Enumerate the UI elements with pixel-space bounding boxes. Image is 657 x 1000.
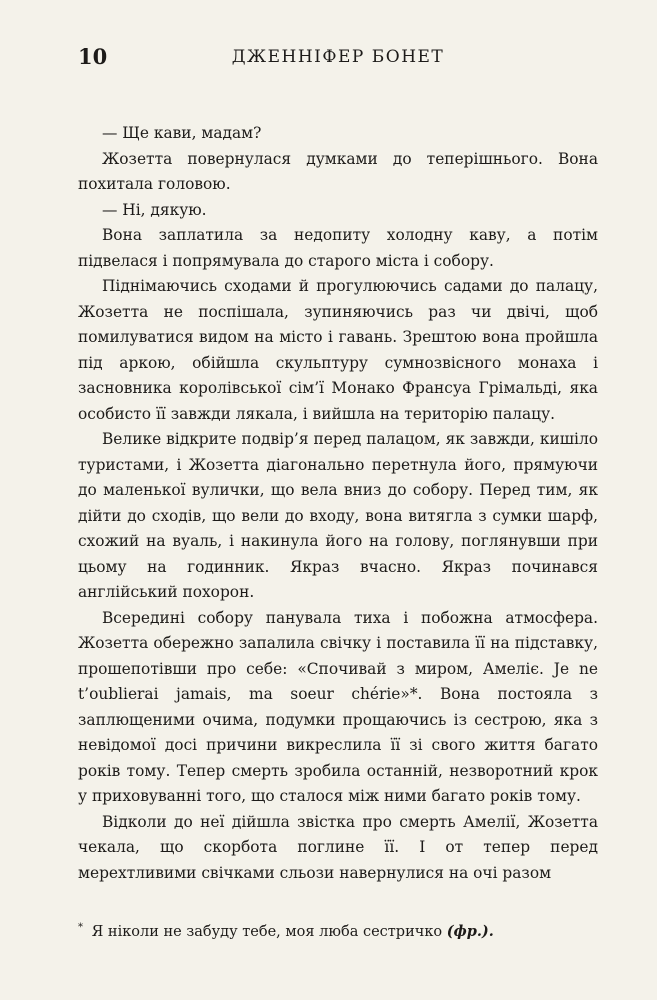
page-header bbox=[78, 44, 598, 74]
paragraph: — Ще кави, мадам? bbox=[102, 124, 262, 142]
body-text bbox=[78, 121, 598, 886]
footnote-line bbox=[78, 918, 598, 942]
paragraph: Велике відкрите подвір’я перед палацом, як завжди, кишіло туристами, і Жозетта діагонально перетнула його, прямуючи до маленької вулички, що вела вниз до собору. Перед тим, як дійти до сходів, що вели до входу, вона витягла з сумки шарф, схожий на вуаль, і накинула його на голову, поглянувши при цьому на годинник. Якраз вчасно. Якраз починався англійський похорон. bbox=[78, 430, 598, 601]
footnote-text: Я ніколи не забуду тебе, моя люба сестричко bbox=[91, 923, 443, 940]
paragraph: Піднімаючись сходами й прогулюючись садами до палацу, Жозетта не поспішала, зупиняючись раз чи двічі, щоб помилуватися видом на місто і гавань. Зрештою вона пройшла під аркою, обійшла скульптуру сумнозвісного монаха і засновника королівської сім’ї Монако Франсуа Грімальді, яка особисто її завжди лякала, і вийшла на територію палацу. bbox=[78, 277, 598, 423]
footnote bbox=[78, 918, 598, 942]
page-number: 10 bbox=[78, 44, 108, 69]
running-title: ДЖЕННІФЕР БОНЕТ bbox=[231, 47, 445, 67]
paragraph: Всередині собору панувала тиха і побожна атмосфера. Жозетта обережно запалила свічку і поставила її на підставку, прошепотівши про себе: «Спочивай з миром, Амеліє. Je ne t’oublierai jamais, ma soeur chérie»*. Вона постояла з заплющеними очима, подумки прощаючись із сестрою, яка з невідомої досі причини викреслила її зі свого життя багато років тому. Тепер смерть зробила останній, незворотний крок у приховуванні того, що сталося між ними багато років тому. bbox=[78, 608, 598, 805]
paragraph: — Ні, дякую. bbox=[102, 200, 207, 219]
footnote-marker: * bbox=[78, 922, 83, 933]
footnote-language-tag: (фр.). bbox=[446, 922, 494, 940]
paragraph: Вона заплатила за недопиту холодну каву, а потім підвелася і попрямувала до старого міста і собору. bbox=[78, 226, 598, 270]
paragraph: Жозетта повернулася думками до теперішнього. Вона похитала головою. bbox=[78, 149, 598, 193]
paragraph: Відколи до неї дійшла звістка про смерть Амелії, Жозетта чекала, що скорбота поглине її. І от тепер перед мерехтливими свічками сльози навернулися на очі разом bbox=[78, 812, 598, 882]
